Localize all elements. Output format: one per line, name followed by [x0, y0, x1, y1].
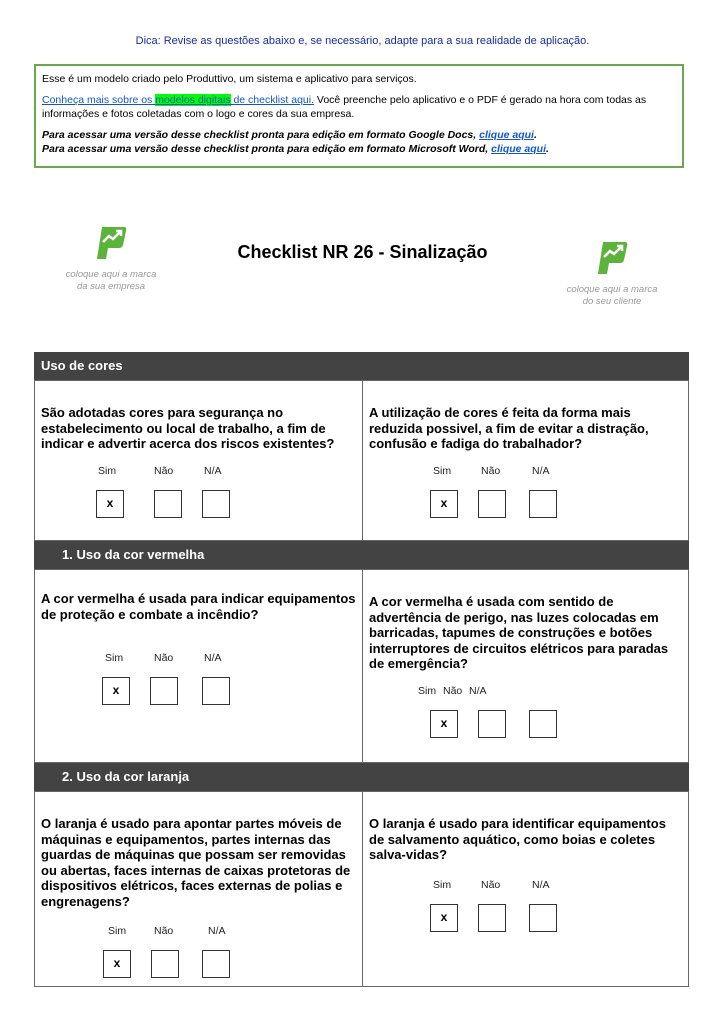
period: . — [533, 129, 537, 141]
option-label-sim: Sim — [433, 465, 452, 477]
checkbox-sim[interactable]: x — [430, 904, 458, 932]
info-line-2-rest: Você preenche pelo aplicativo e o PDF é gerado na hora com todas as informações e fotos coletadas com o logo e cores da sua empresa. — [42, 94, 647, 120]
word-line — [42, 142, 676, 156]
checkbox-nao[interactable] — [478, 490, 506, 518]
checkbox-nao[interactable] — [151, 950, 179, 978]
option-label-nao: Não — [154, 925, 174, 937]
option-label-na: N/A — [469, 685, 487, 697]
question-text: A cor vermelha é usada para indicar equipamentos de proteção e combate a incêndio? — [41, 591, 356, 622]
info-line-1: Esse é um modelo criado pelo Produttivo, um sistema e aplicativo para serviços. — [42, 73, 417, 85]
client-caption-2: do seu cliente — [582, 296, 642, 307]
checkbox-na[interactable] — [529, 490, 557, 518]
option-label-nao: Não — [481, 465, 501, 477]
gdocs-text: Para acessar uma versão desse checklist pronta para edição em formato Google Docs, — [42, 129, 480, 141]
checkbox-nao[interactable] — [154, 490, 182, 518]
checkbox-nao[interactable] — [150, 677, 178, 705]
checkbox-na[interactable] — [202, 950, 230, 978]
tip-text: Dica: Revise as questões abaixo e, se necessário, adapte para a sua realidade de aplicação. — [135, 35, 590, 47]
gdocs-line — [42, 128, 676, 142]
checkbox-na[interactable] — [529, 904, 557, 932]
question-cell — [34, 380, 363, 541]
client-caption-1: coloque aqui a marca — [566, 284, 658, 295]
option-label-na: N/A — [532, 465, 550, 477]
word-link[interactable]: clique aqui — [491, 143, 546, 155]
checkbox-nao[interactable] — [478, 904, 506, 932]
info-line-2 — [42, 93, 676, 121]
option-label-nao: Não — [481, 879, 501, 891]
option-label-sim: Sim — [418, 685, 437, 697]
gdocs-link[interactable]: clique aqui — [479, 129, 534, 141]
question-cell — [34, 791, 363, 987]
word-text: Para acessar uma versão desse checklist pronta para edição em formato Microsoft Word, — [42, 143, 492, 155]
company-caption-2: da sua empresa — [76, 281, 146, 292]
question-cell — [362, 569, 689, 763]
checkbox-na[interactable] — [202, 490, 230, 518]
link-suffix: de checklist aqui. — [230, 94, 314, 106]
option-label-sim: Sim — [98, 465, 117, 477]
section-header-uso-de-cores: Uso de cores — [34, 352, 689, 380]
checkbox-sim[interactable]: x — [102, 677, 130, 705]
option-label-sim: Sim — [433, 879, 452, 891]
question-text: O laranja é usado para identificar equipamentos de salvamento aquático, como boias e coletes salva-vidas? — [369, 816, 666, 862]
checkbox-sim[interactable]: x — [430, 490, 458, 518]
option-label-na: N/A — [204, 652, 222, 664]
section-header-cor-laranja: 2. Uso da cor laranja — [34, 763, 689, 791]
option-label-nao: Não — [443, 685, 463, 697]
modelos-digitais-link[interactable] — [42, 94, 314, 106]
link-highlight: modelos digitais — [155, 94, 231, 106]
checkbox-sim[interactable]: x — [96, 490, 124, 518]
option-label-sim: Sim — [105, 652, 124, 664]
checkbox-na[interactable] — [202, 677, 230, 705]
option-label-na: N/A — [532, 879, 550, 891]
checkbox-sim[interactable]: x — [430, 710, 458, 738]
period: . — [546, 143, 549, 155]
question-cell — [34, 569, 363, 763]
question-text: A utilização de cores é feita da forma mais reduzida possivel, a fim de evitar a distração, confusão e fadiga do trabalhador? — [369, 405, 649, 451]
company-caption-1: coloque aqui a marca — [65, 269, 157, 280]
option-label-na: N/A — [208, 925, 226, 937]
question-cell — [362, 380, 689, 541]
option-label-sim: Sim — [108, 925, 127, 937]
info-box — [34, 64, 684, 168]
checkbox-sim[interactable]: x — [103, 950, 131, 978]
question-cell — [362, 791, 689, 987]
option-label-nao: Não — [154, 465, 174, 477]
question-text: O laranja é usado para apontar partes móveis de máquinas e equipamentos, partes internas das guardas de máquinas que possam ser removidas ou abertas, faces internas de caixas protetoras de dispositivos elétricos, faces externas de polias e engrenagens? — [41, 816, 351, 909]
link-prefix: Conheça mais sobre os — [42, 94, 156, 106]
option-label-nao: Não — [154, 652, 174, 664]
page-title: Checklist NR 26 - Sinalização — [237, 242, 488, 262]
section-header-cor-vermelha: 1. Uso da cor vermelha — [34, 541, 689, 569]
option-label-na: N/A — [204, 465, 222, 477]
checkbox-na[interactable] — [529, 710, 557, 738]
question-text: A cor vermelha é usada com sentido de advertência de perigo, nas luzes colocadas em barricadas, tapumes de construções e botões interruptores de circuitos elétricos para paradas de emergência? — [369, 594, 669, 671]
question-text: São adotadas cores para segurança no estabelecimento ou local de trabalho, a fim de indicar e advertir acerca dos riscos existentes? — [41, 405, 335, 451]
checkbox-nao[interactable] — [478, 710, 506, 738]
